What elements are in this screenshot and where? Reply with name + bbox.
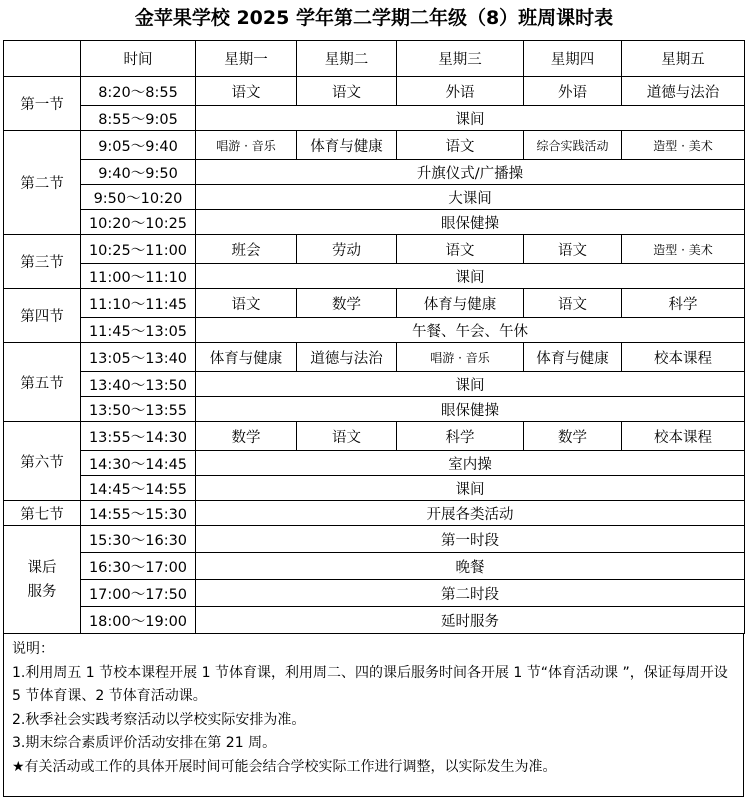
table-row bbox=[4, 318, 745, 343]
course-cell-monday: 数学 bbox=[196, 422, 297, 451]
time-cell: 14:55～15:30 bbox=[81, 501, 196, 526]
merged-activity-cell: 第一时段 bbox=[196, 526, 745, 553]
course-cell-monday: 语文 bbox=[196, 77, 297, 106]
course-cell-wednesday: 科学 bbox=[397, 422, 524, 451]
table-row bbox=[4, 476, 745, 501]
merged-activity-cell: 眼保健操 bbox=[196, 397, 745, 422]
table-row bbox=[4, 131, 745, 160]
period-label: 第五节 bbox=[4, 343, 81, 422]
course-cell-thursday: 体育与健康 bbox=[524, 343, 622, 372]
course-cell-thursday: 语文 bbox=[524, 289, 622, 318]
time-cell: 14:45～14:55 bbox=[81, 476, 196, 501]
merged-activity-cell: 午餐、午会、午休 bbox=[196, 318, 745, 343]
table-row bbox=[4, 422, 745, 451]
course-cell-thursday: 综合实践活动 bbox=[524, 131, 622, 160]
header-time: 时间 bbox=[81, 41, 196, 77]
header-tuesday: 星期二 bbox=[297, 41, 397, 77]
time-cell: 15:30～16:30 bbox=[81, 526, 196, 553]
merged-activity-cell: 课间 bbox=[196, 372, 745, 397]
course-cell-monday: 语文 bbox=[196, 289, 297, 318]
course-cell-friday: 校本课程 bbox=[622, 422, 745, 451]
period-label: 第三节 bbox=[4, 235, 81, 289]
time-cell: 10:25～11:00 bbox=[81, 235, 196, 264]
header-thursday: 星期四 bbox=[524, 41, 622, 77]
merged-activity-cell: 延时服务 bbox=[196, 607, 745, 634]
course-cell-thursday: 外语 bbox=[524, 77, 622, 106]
table-row bbox=[4, 106, 745, 131]
table-row bbox=[4, 235, 745, 264]
merged-activity-cell: 课间 bbox=[196, 106, 745, 131]
course-cell-friday: 造型 · 美术 bbox=[622, 131, 745, 160]
header-row bbox=[4, 41, 745, 77]
course-cell-monday: 唱游 · 音乐 bbox=[196, 131, 297, 160]
after-school-label-line1: 课后 bbox=[27, 559, 57, 576]
time-cell: 9:40～9:50 bbox=[81, 160, 196, 185]
note-item-3: 3.期末综合素质评价活动安排在第 21 周。 bbox=[12, 735, 277, 751]
merged-activity-cell: 开展各类活动 bbox=[196, 501, 745, 526]
table-row bbox=[4, 397, 745, 422]
table-row bbox=[4, 553, 745, 580]
table-row bbox=[4, 372, 745, 397]
corner-cell bbox=[4, 41, 81, 77]
course-cell-tuesday: 数学 bbox=[297, 289, 397, 318]
table-row bbox=[4, 160, 745, 185]
notes-section bbox=[3, 634, 744, 797]
time-cell: 11:00～11:10 bbox=[81, 264, 196, 289]
after-school-label bbox=[4, 526, 81, 634]
note-item-2: 2.秋季社会实践考察活动以学校实际安排为准。 bbox=[12, 711, 306, 728]
timetable bbox=[3, 40, 745, 634]
period-label: 第六节 bbox=[4, 422, 81, 501]
table-row bbox=[4, 501, 745, 526]
time-cell: 13:05～13:40 bbox=[81, 343, 196, 372]
course-cell-monday: 体育与健康 bbox=[196, 343, 297, 372]
table-row bbox=[4, 343, 745, 372]
period-label: 第四节 bbox=[4, 289, 81, 343]
course-cell-thursday: 语文 bbox=[524, 235, 622, 264]
time-cell: 18:00～19:00 bbox=[81, 607, 196, 634]
course-cell-wednesday: 外语 bbox=[397, 77, 524, 106]
header-wednesday: 星期三 bbox=[397, 41, 524, 77]
merged-activity-cell: 眼保健操 bbox=[196, 210, 745, 235]
period-label: 第七节 bbox=[4, 501, 81, 526]
time-cell: 17:00～17:50 bbox=[81, 580, 196, 607]
merged-activity-cell: 第二时段 bbox=[196, 580, 745, 607]
period-label: 第二节 bbox=[4, 131, 81, 235]
merged-activity-cell: 升旗仪式/广播操 bbox=[196, 160, 745, 185]
course-cell-friday: 校本课程 bbox=[622, 343, 745, 372]
time-cell: 9:50～10:20 bbox=[81, 185, 196, 210]
table-row bbox=[4, 210, 745, 235]
time-cell: 14:30～14:45 bbox=[81, 451, 196, 476]
course-cell-tuesday: 道德与法治 bbox=[297, 343, 397, 372]
table-row bbox=[4, 77, 745, 106]
course-cell-wednesday: 体育与健康 bbox=[397, 289, 524, 318]
course-cell-tuesday: 劳动 bbox=[297, 235, 397, 264]
time-cell: 11:45～13:05 bbox=[81, 318, 196, 343]
course-cell-tuesday: 体育与健康 bbox=[297, 131, 397, 160]
merged-activity-cell: 课间 bbox=[196, 264, 745, 289]
note-item-1: 1.利用周五 1 节校本课程开展 1 节体育课，利用周二、四的课后服务时间各开展 1 节“体育活动课 ”，保证每周开设 5 节体育课、2 节体育活动课。 bbox=[12, 664, 728, 704]
course-cell-tuesday: 语文 bbox=[297, 422, 397, 451]
table-row bbox=[4, 607, 745, 634]
table-row bbox=[4, 451, 745, 476]
course-cell-friday: 道德与法治 bbox=[622, 77, 745, 106]
time-cell: 8:20～8:55 bbox=[81, 77, 196, 106]
notes-heading: 说明： bbox=[12, 641, 54, 657]
time-cell: 10:20～10:25 bbox=[81, 210, 196, 235]
course-cell-tuesday: 语文 bbox=[297, 77, 397, 106]
course-cell-friday: 造型 · 美术 bbox=[622, 235, 745, 264]
time-cell: 16:30～17:00 bbox=[81, 553, 196, 580]
time-cell: 8:55～9:05 bbox=[81, 106, 196, 131]
header-friday: 星期五 bbox=[622, 41, 745, 77]
time-cell: 11:10～11:45 bbox=[81, 289, 196, 318]
header-monday: 星期一 bbox=[196, 41, 297, 77]
table-row bbox=[4, 580, 745, 607]
course-cell-monday: 班会 bbox=[196, 235, 297, 264]
time-cell: 13:50～13:55 bbox=[81, 397, 196, 422]
merged-activity-cell: 晚餐 bbox=[196, 553, 745, 580]
merged-activity-cell: 大课间 bbox=[196, 185, 745, 210]
time-cell: 13:55～14:30 bbox=[81, 422, 196, 451]
course-cell-friday: 科学 bbox=[622, 289, 745, 318]
course-cell-thursday: 数学 bbox=[524, 422, 622, 451]
note-item-4: ★有关活动或工作的具体开展时间可能会结合学校实际工作进行调整，以实际发生为准。 bbox=[12, 758, 557, 775]
table-row bbox=[4, 289, 745, 318]
course-cell-wednesday: 唱游 · 音乐 bbox=[397, 343, 524, 372]
table-row bbox=[4, 185, 745, 210]
period-label: 第一节 bbox=[4, 77, 81, 131]
after-school-label-line2: 服务 bbox=[27, 583, 57, 600]
course-cell-wednesday: 语文 bbox=[397, 235, 524, 264]
table-row bbox=[4, 526, 745, 553]
time-cell: 9:05～9:40 bbox=[81, 131, 196, 160]
merged-activity-cell: 室内操 bbox=[196, 451, 745, 476]
page-title: 金苹果学校 2025 学年第二学期二年级（8）班周课时表 bbox=[134, 7, 614, 29]
table-row bbox=[4, 264, 745, 289]
merged-activity-cell: 课间 bbox=[196, 476, 745, 501]
course-cell-wednesday: 语文 bbox=[397, 131, 524, 160]
time-cell: 13:40～13:50 bbox=[81, 372, 196, 397]
